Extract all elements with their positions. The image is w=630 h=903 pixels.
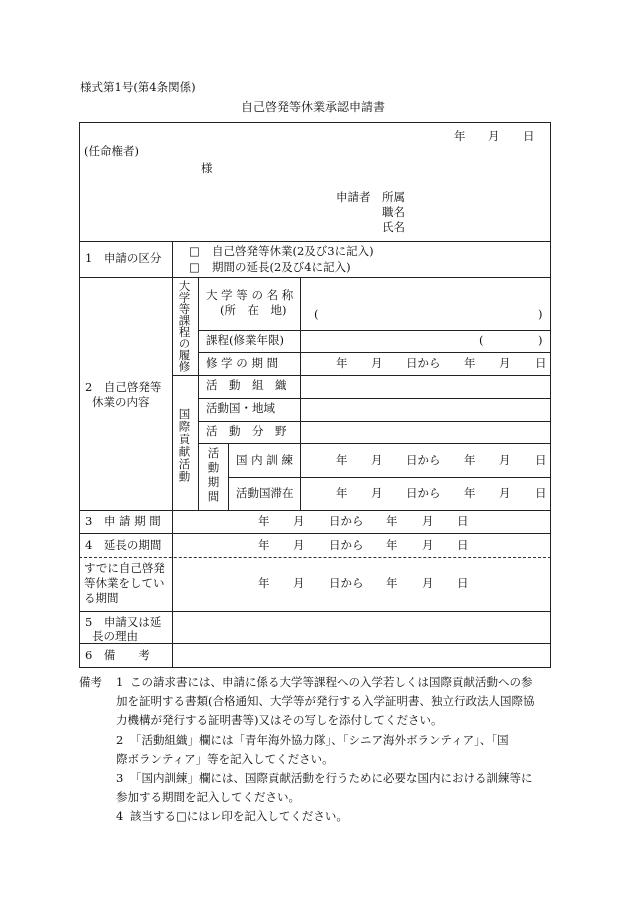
course-paren-open: ( xyxy=(479,333,484,347)
univ-group-label: 大学等課程の履修 xyxy=(177,280,192,372)
sama-label: 様 xyxy=(201,161,213,175)
date-from: 日から xyxy=(329,538,364,552)
date-day2: 日 xyxy=(535,356,547,370)
univ-name-paren-open: ( xyxy=(314,307,319,321)
date-from: 日から xyxy=(406,486,441,500)
date-day2: 日 xyxy=(457,514,469,528)
domestic-training-label: 国 内 訓 練 xyxy=(236,453,293,467)
note-2-line-2: 際ボランティア」等を記入してください。 xyxy=(116,752,334,766)
date-from: 日から xyxy=(329,576,364,590)
date-year: 年 xyxy=(258,514,270,528)
position-label: 職名 xyxy=(382,205,405,219)
note-3-number: 3 xyxy=(116,771,124,785)
date-from: 日から xyxy=(406,356,441,370)
note-3-line-1: 「国内訓練」欄には、国際貢献活動を行うために必要な国内における訓練等に xyxy=(130,771,533,785)
section4-label: 4 延長の期間 xyxy=(85,538,162,552)
date-month2: 月 xyxy=(499,356,511,370)
date-year: 年 xyxy=(258,576,270,590)
header-month: 月 xyxy=(488,129,500,143)
already-label-1: すでに自己啓発 xyxy=(84,561,165,575)
note-1-line-2: 加を証明する書類(合格通知、大学等が発行する入学証明書、独立行政法人国際協 xyxy=(116,694,535,708)
header-year: 年 xyxy=(454,129,466,143)
date-month2: 月 xyxy=(499,486,511,500)
date-month: 月 xyxy=(371,356,383,370)
note-3-line-2: 参加する期間を記入してください。 xyxy=(116,790,300,804)
date-from: 日から xyxy=(406,453,441,467)
date-year2: 年 xyxy=(386,538,398,552)
date-month2: 月 xyxy=(422,576,434,590)
course-paren-close: ) xyxy=(538,333,543,347)
note-2-line-1: 「活動組織」欄には「青年海外協力隊」、「シニア海外ボランティア」、「国 xyxy=(130,733,509,747)
date-from: 日から xyxy=(329,514,364,528)
note-1-line-3: 力機構が発行する証明書等)又はその写しを添付してください。 xyxy=(116,713,443,727)
note-2-number: 2 xyxy=(116,733,124,747)
activity-period-label: 活動期間 xyxy=(206,447,221,505)
date-day2: 日 xyxy=(535,453,547,467)
option-extension-label: 期間の延長(2及び4に記入) xyxy=(212,260,351,274)
univ-location-label: (所 在 地) xyxy=(220,303,287,317)
name-label: 氏名 xyxy=(382,220,405,234)
date-month2: 月 xyxy=(499,453,511,467)
note-4-number: 4 xyxy=(116,809,124,823)
section2-label: 2 自己啓発等 xyxy=(85,380,162,394)
date-year2: 年 xyxy=(386,576,398,590)
date-day2: 日 xyxy=(457,538,469,552)
date-month: 月 xyxy=(371,486,383,500)
note-4-line-1: 該当する□にはレ印を記入してください。 xyxy=(130,809,348,823)
section3-label: 3 申 請 期 間 xyxy=(85,514,161,528)
note-1-number: 1 xyxy=(116,675,124,689)
date-year2: 年 xyxy=(464,356,476,370)
section6-label: 6 備 考 xyxy=(85,648,150,662)
org-label: 活 動 組 織 xyxy=(206,378,287,392)
abroad-stay-label: 活動国滞在 xyxy=(236,486,294,500)
date-year2: 年 xyxy=(464,486,476,500)
checkbox-leave[interactable]: □ xyxy=(189,244,200,258)
date-month: 月 xyxy=(293,576,305,590)
date-year2: 年 xyxy=(464,453,476,467)
course-label: 課程(修業年限) xyxy=(206,333,284,347)
date-year: 年 xyxy=(336,486,348,500)
date-month: 月 xyxy=(371,453,383,467)
date-month: 月 xyxy=(293,514,305,528)
section1-label: 1 申請の区分 xyxy=(85,251,162,265)
field-label: 活 動 分 野 xyxy=(206,424,287,438)
option-leave-label: 自己啓発等休業(2及び3に記入) xyxy=(212,244,374,258)
country-label: 活動国・地域 xyxy=(206,401,275,415)
form-title: 自己啓発等休業承認申請書 xyxy=(241,100,386,114)
date-month2: 月 xyxy=(422,538,434,552)
header-day: 日 xyxy=(523,129,535,143)
date-year: 年 xyxy=(258,538,270,552)
applicant-label: 申請者 xyxy=(336,190,371,204)
date-month: 月 xyxy=(293,538,305,552)
section5-label-1: 5 申請又は延 xyxy=(85,615,162,629)
already-label-3: る期間 xyxy=(84,591,119,605)
study-period-label: 修 学 の 期 間 xyxy=(206,356,279,370)
notes-heading: 備考 xyxy=(79,675,102,689)
date-month2: 月 xyxy=(422,514,434,528)
date-year: 年 xyxy=(336,356,348,370)
checkbox-extension[interactable]: □ xyxy=(189,260,200,274)
form-number: 様式第1号(第4条関係) xyxy=(80,80,196,94)
intl-group-label: 国際貢献活動 xyxy=(177,408,192,483)
section2-label-2: 休業の内容 xyxy=(92,395,150,409)
date-year: 年 xyxy=(336,453,348,467)
appointer-label: (任命権者) xyxy=(84,144,139,158)
date-day2: 日 xyxy=(457,576,469,590)
already-label-2: 等休業をしてい xyxy=(84,576,165,590)
date-year2: 年 xyxy=(386,514,398,528)
univ-name-label: 大 学 等 の 名 称 xyxy=(206,288,294,302)
affiliation-label: 所属 xyxy=(382,190,405,204)
section5-label-2: 長の理由 xyxy=(92,629,138,643)
note-1-line-1: この請求書には、申請に係る大学等課程への入学若しくは国際貢献活動への参 xyxy=(130,675,533,689)
univ-name-paren-close: ) xyxy=(538,307,543,321)
date-day2: 日 xyxy=(535,486,547,500)
